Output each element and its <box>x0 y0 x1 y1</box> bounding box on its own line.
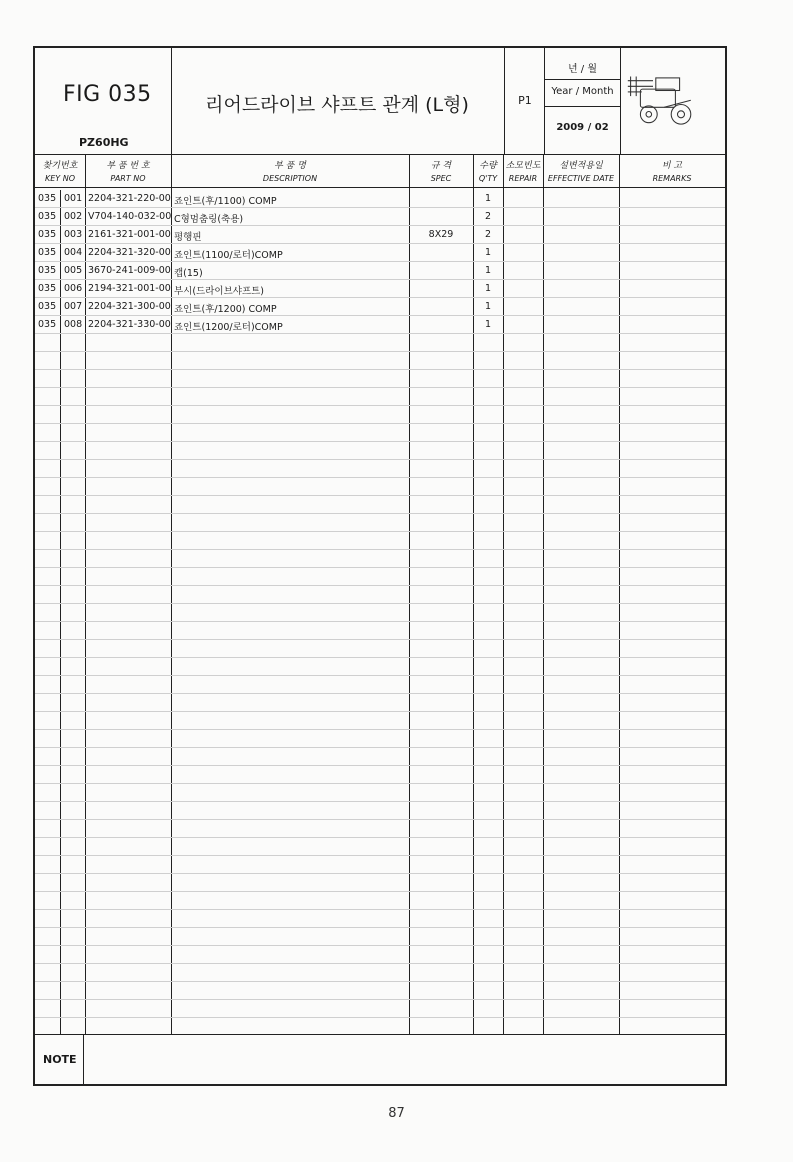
table-row <box>35 964 725 982</box>
table-row <box>35 388 725 406</box>
table-row <box>35 550 725 568</box>
sheet-title: 리어드라이브 샤프트 관계 (L형) <box>205 94 469 116</box>
table-row <box>35 802 725 820</box>
table-row <box>35 838 725 856</box>
table-row <box>35 568 725 586</box>
figure-number: FIG 035 <box>63 82 152 107</box>
table-row <box>35 892 725 910</box>
table-row <box>35 874 725 892</box>
column-header-en: Q'TY <box>478 174 498 183</box>
table-row <box>35 406 725 424</box>
qty: 1 <box>484 319 492 330</box>
key-no: 002 <box>64 211 83 222</box>
table-row <box>35 226 725 244</box>
part-no: V704-140-032-00 <box>88 211 172 222</box>
table-row <box>35 712 725 730</box>
year-month-ko: 년 / 월 <box>567 64 598 75</box>
year-month-cell <box>545 48 621 154</box>
table-row <box>35 1000 725 1018</box>
description: 죠인트(1200/로터)COMP <box>174 322 283 333</box>
table-row <box>35 460 725 478</box>
column-header-en: REPAIR <box>508 174 538 183</box>
fig-code: 035 <box>38 283 57 294</box>
table-row <box>35 316 725 334</box>
description: 평행핀 <box>174 232 202 243</box>
table-row <box>35 784 725 802</box>
qty: 1 <box>484 193 492 204</box>
table-row <box>35 424 725 442</box>
table-row <box>35 622 725 640</box>
qty: 2 <box>484 211 492 222</box>
column-header-part-no <box>85 156 171 188</box>
page-number: 87 <box>388 1106 405 1121</box>
column-header-description <box>171 156 409 188</box>
column-header-remarks <box>619 156 725 188</box>
description: 죠인트(1100/로터)COMP <box>174 250 283 261</box>
table-row <box>35 496 725 514</box>
key-no: 007 <box>64 301 83 312</box>
table-row <box>35 208 725 226</box>
table-row <box>35 820 725 838</box>
fig-code: 035 <box>38 193 57 204</box>
year-month-en: Year / Month <box>551 86 614 97</box>
fig-code: 035 <box>38 211 57 222</box>
key-no: 001 <box>64 193 83 204</box>
column-header-en: DESCRIPTION <box>262 174 318 183</box>
table-row <box>35 928 725 946</box>
column-header-ko: 규 격 <box>430 161 452 171</box>
column-header-en: PART NO <box>110 174 146 183</box>
part-no: 3670-241-009-00 <box>88 265 171 276</box>
table-row <box>35 370 725 388</box>
table-row <box>35 244 725 262</box>
column-header-ko: 설변적용일 <box>559 161 603 171</box>
column-header-qty <box>473 156 503 188</box>
column-header-spec <box>409 156 473 188</box>
column-header-ko: 부 품 번 호 <box>106 161 150 171</box>
qty: 1 <box>484 265 492 276</box>
table-row <box>35 856 725 874</box>
key-no: 008 <box>64 319 83 330</box>
note-label: NOTE <box>43 1053 77 1066</box>
column-header-key-no <box>35 156 85 188</box>
description: 죠인트(후/1100) COMP <box>174 196 277 207</box>
table-row <box>35 352 725 370</box>
table-row <box>35 280 725 298</box>
table-row <box>35 586 725 604</box>
key-no: 003 <box>64 229 83 240</box>
column-header-en: EFFECTIVE DATE <box>547 174 615 183</box>
table-row <box>35 766 725 784</box>
table-row <box>35 730 725 748</box>
table-row <box>35 658 725 676</box>
qty: 1 <box>484 283 492 294</box>
key-no: 004 <box>64 247 83 258</box>
table-row <box>35 514 725 532</box>
column-header-en: REMARKS <box>652 174 692 183</box>
qty: 1 <box>484 247 492 258</box>
key-no: 005 <box>64 265 83 276</box>
part-no: 2194-321-001-00 <box>88 283 171 294</box>
column-header-effective-date <box>543 156 619 188</box>
fig-code: 035 <box>38 301 57 312</box>
table-row <box>35 604 725 622</box>
part-no: 2204-321-330-00 <box>88 319 171 330</box>
parts-sheet-frame <box>33 46 727 1086</box>
table-row <box>35 676 725 694</box>
part-no: 2204-321-320-00 <box>88 247 171 258</box>
description: C형멈춤링(축용) <box>174 214 244 225</box>
table-row <box>35 442 725 460</box>
fig-code: 035 <box>38 319 57 330</box>
model-name: PZ60HG <box>79 136 129 149</box>
table-row <box>35 694 725 712</box>
fig-code: 035 <box>38 247 57 258</box>
qty: 2 <box>484 229 492 240</box>
table-row <box>35 298 725 316</box>
column-header-ko: 소모빈도 <box>505 161 541 171</box>
column-header-ko: 부 품 명 <box>274 161 306 171</box>
note-section <box>35 1034 725 1085</box>
table-row <box>35 532 725 550</box>
table-row <box>35 910 725 928</box>
sheet-page: P1 <box>518 94 532 107</box>
fig-code: 035 <box>38 229 57 240</box>
column-header-en: SPEC <box>430 174 452 183</box>
spec: 8X29 <box>428 229 454 240</box>
column-header-ko: 수량 <box>479 161 497 171</box>
description: 캡(15) <box>174 268 203 279</box>
table-row <box>35 946 725 964</box>
table-row <box>35 190 725 208</box>
table-row <box>35 640 725 658</box>
column-header-ko: 비 고 <box>661 161 683 171</box>
table-row <box>35 982 725 1000</box>
table-row <box>35 262 725 280</box>
description: 죠인트(후/1200) COMP <box>174 304 277 315</box>
description: 부시(드라이브샤프트) <box>174 286 265 297</box>
qty: 1 <box>484 301 492 312</box>
key-no: 006 <box>64 283 83 294</box>
table-row <box>35 748 725 766</box>
part-no: 2161-321-001-00 <box>88 229 171 240</box>
part-no: 2204-321-220-00 <box>88 193 171 204</box>
rice-transplanter-illustration <box>625 54 695 148</box>
part-no: 2204-321-300-00 <box>88 301 171 312</box>
table-row <box>35 478 725 496</box>
column-header-ko: 찾기번호 <box>42 161 78 171</box>
sheet-date: 2009 / 02 <box>556 122 609 133</box>
column-header-en: KEY NO <box>44 174 75 183</box>
table-row <box>35 334 725 352</box>
column-header-repair <box>503 156 543 188</box>
fig-code: 035 <box>38 265 57 276</box>
